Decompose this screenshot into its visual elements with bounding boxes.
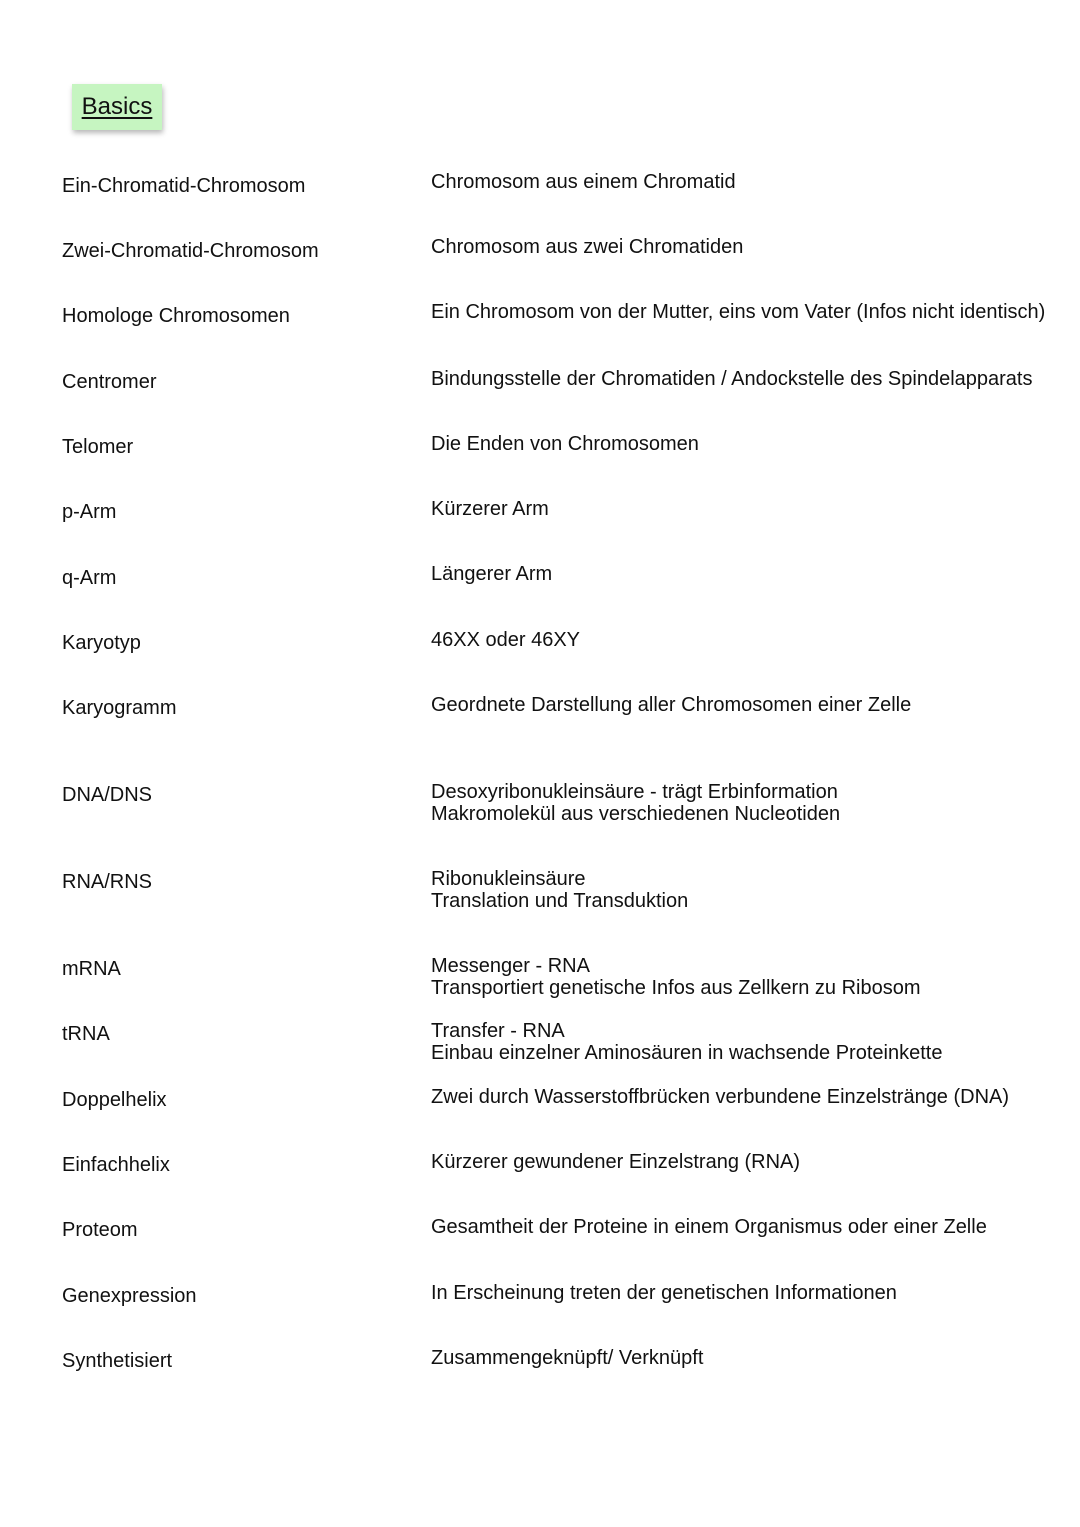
definition-line: Einbau einzelner Aminosäuren in wachsende Proteinkette bbox=[431, 1042, 943, 1064]
glossary-definition bbox=[431, 1216, 987, 1238]
definition-line: Makromolekül aus verschiedenen Nucleotiden bbox=[431, 803, 841, 825]
definition-line: Längerer Arm bbox=[431, 563, 553, 585]
glossary-definition bbox=[431, 1347, 703, 1369]
glossary-term: Telomer bbox=[62, 436, 134, 458]
glossary-term: Einfachhelix bbox=[62, 1154, 170, 1176]
definition-line: Ribonukleinsäure bbox=[431, 868, 586, 890]
definition-line: Kürzerer Arm bbox=[431, 498, 549, 520]
glossary-definition bbox=[431, 1282, 897, 1304]
glossary-term: Proteom bbox=[62, 1219, 138, 1241]
glossary-definition bbox=[431, 1151, 800, 1173]
definition-line: Geordnete Darstellung aller Chromosomen einer Zelle bbox=[431, 694, 912, 716]
glossary-term: Karyogramm bbox=[62, 697, 177, 719]
glossary-definition bbox=[431, 236, 743, 258]
definition-line: Chromosom aus einem Chromatid bbox=[431, 171, 736, 193]
definition-line: Chromosom aus zwei Chromatiden bbox=[431, 236, 744, 258]
definition-line: Ein Chromosom von der Mutter, eins vom Vater (Infos nicht identisch) bbox=[431, 301, 1046, 323]
glossary-term: mRNA bbox=[62, 958, 121, 980]
definition-line: Die Enden von Chromosomen bbox=[431, 433, 699, 455]
glossary-definition bbox=[431, 563, 552, 585]
glossary-term: Homologe Chromosomen bbox=[62, 305, 290, 327]
glossary-term: p-Arm bbox=[62, 501, 117, 523]
definition-line: In Erscheinung treten der genetischen Informationen bbox=[431, 1282, 897, 1304]
glossary-term: RNA/RNS bbox=[62, 871, 153, 893]
definition-line: Zwei durch Wasserstoffbrücken verbundene Einzelstränge (DNA) bbox=[431, 1086, 1010, 1108]
glossary-term: Ein-Chromatid-Chromosom bbox=[62, 175, 306, 197]
definition-line: Transfer - RNA bbox=[431, 1020, 565, 1042]
glossary-definition bbox=[431, 1020, 942, 1064]
glossary-definition bbox=[431, 868, 688, 912]
definition-line: Messenger - RNA bbox=[431, 955, 590, 977]
glossary-definition bbox=[431, 498, 549, 520]
section-heading-badge bbox=[72, 84, 162, 130]
definition-line: Bindungsstelle der Chromatiden / Andockstelle des Spindelapparats bbox=[431, 368, 1033, 390]
glossary-term: Zwei-Chromatid-Chromosom bbox=[62, 240, 319, 262]
definition-line: Translation und Transduktion bbox=[431, 890, 689, 912]
glossary-term: Genexpression bbox=[62, 1285, 197, 1307]
glossary-term: Doppelhelix bbox=[62, 1089, 167, 1111]
definition-line: Zusammengeknüpft/ Verknüpft bbox=[431, 1347, 704, 1369]
glossary-term: q-Arm bbox=[62, 567, 117, 589]
glossary-definition bbox=[431, 171, 736, 193]
definition-line: Gesamtheit der Proteine in einem Organismus oder einer Zelle bbox=[431, 1216, 987, 1238]
glossary-term: tRNA bbox=[62, 1023, 110, 1045]
glossary-definition bbox=[431, 629, 580, 651]
glossary-definition bbox=[431, 368, 1032, 390]
glossary-definition bbox=[431, 433, 699, 455]
glossary-definition bbox=[431, 955, 920, 999]
definition-line: 46XX oder 46XY bbox=[431, 629, 580, 651]
glossary-term: Synthetisiert bbox=[62, 1350, 173, 1372]
glossary-definition bbox=[431, 781, 840, 825]
definition-line: Kürzerer gewundener Einzelstrang (RNA) bbox=[431, 1151, 801, 1173]
glossary-term: Centromer bbox=[62, 371, 157, 393]
glossary-definition bbox=[431, 1086, 1009, 1108]
glossary-definition bbox=[431, 301, 1045, 323]
definition-line: Transportiert genetische Infos aus Zellkern zu Ribosom bbox=[431, 977, 921, 999]
section-heading: Basics bbox=[81, 93, 153, 120]
glossary-term: DNA/DNS bbox=[62, 784, 153, 806]
glossary-term: Karyotyp bbox=[62, 632, 141, 654]
glossary-definition bbox=[431, 694, 911, 716]
definition-line: Desoxyribonukleinsäure - trägt Erbinformation bbox=[431, 781, 838, 803]
